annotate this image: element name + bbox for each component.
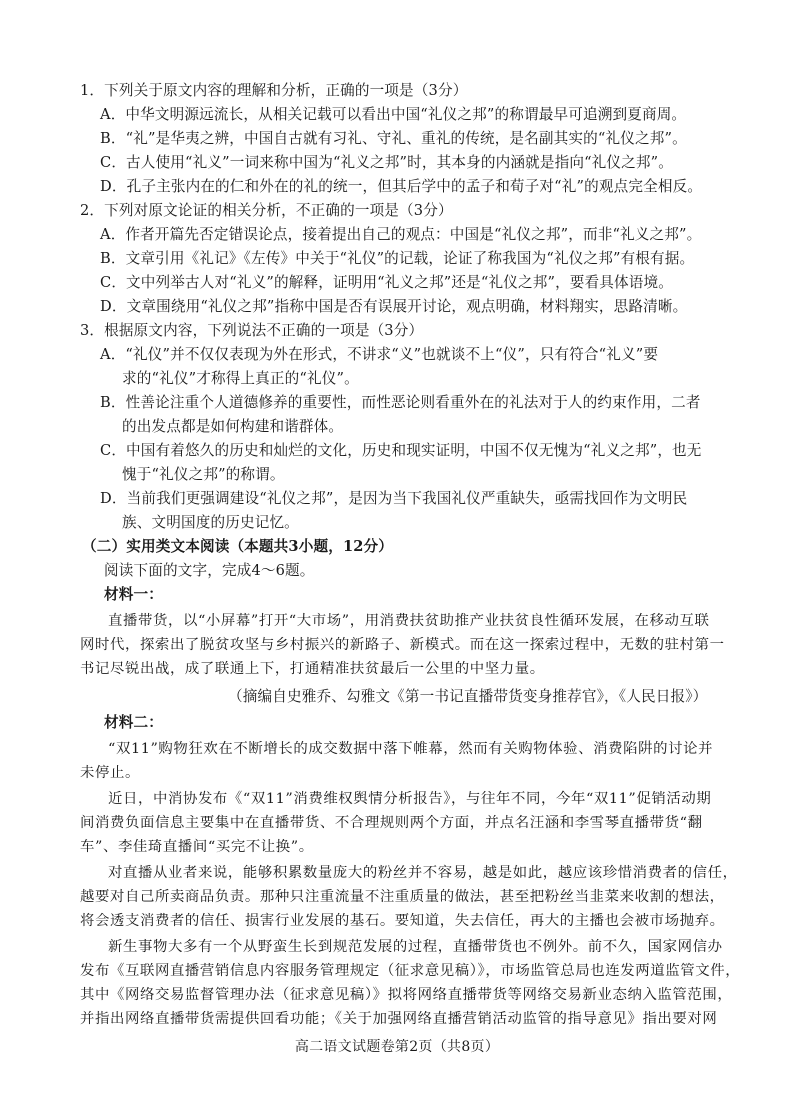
text-line: A．中华文明源远流长，从相关记载可以看出中国“礼仪之邦”的称谓最早可追溯到夏商周。 (100, 106, 687, 123)
text-line: 车”、李佳琦直播间“买完不让换”。 (80, 839, 314, 855)
text-line: 求的“礼仪”才称得上真正的“礼仪”。 (122, 370, 359, 387)
text-line: B．文章引用《礼记》《左传》中关于“礼仪”的记载，论证了称我国为“礼仪之邦”有根有据。 (100, 250, 695, 267)
text-line: （摘编自史雅乔、勾雅文《第一书记直播带货变身推荐官》，《人民日报》） (228, 688, 708, 705)
text-line: 族、文明国度的历史记忆。 (122, 514, 299, 531)
text-line: C．古人使用“礼义”一词来称中国为“礼义之邦”时，其本身的内涵就是指向“礼仪之邦”。 (100, 154, 674, 171)
text-line: 材料二： (104, 714, 163, 731)
text-line: 愧于“礼仪之邦”的称谓。 (122, 466, 285, 483)
text-line: C．中国有着悠久的历史和灿烂的文化，历史和现实证明，中国不仅无愧为“礼义之邦”，也无 (100, 442, 702, 459)
text-line: D．孔子主张内在的仁和外在的礼的统一，但其后学中的孟子和荀子对“礼”的观点完全相反。 (100, 178, 703, 195)
text-line: 直播带货，以“小屏幕”打开“大市场”，用消费扶贫助推产业扶贫良性循环发展，在移动互联 (108, 613, 710, 629)
text-line: 发布《互联网直播营销信息内容服务管理规定（征求意见稿）》，市场监管总局也连发两道监管文件， (80, 963, 741, 979)
text-line: 3．根据原文内容，下列说法不正确的一项是（3分） (80, 322, 424, 339)
text-line: 书记尽锐出战，成了联通上下，打通精准扶贫最后一公里的中坚力量。 (80, 661, 545, 677)
text-line: 将会透支消费者的信任、损害行业发展的基石。要知道，失去信任，再大的主播也会被市场抛弃。 (80, 913, 725, 929)
text-line: 2．下列对原文论证的相关分析，不正确的一项是（3分） (80, 202, 453, 219)
text-line: C．文中列举古人对“礼义”的解释，证明用“礼义之邦”还是“礼仪之邦”，要看具体语境。 (100, 274, 674, 291)
text-line: 越要对自己所卖商品负责。那种只注重流量不注重质量的做法，甚至把粉丝当韭菜来收割的想法， (80, 889, 725, 905)
text-line: 网时代，探索出了脱贫攻坚与乡村振兴的新路子、新模式。而在这一探索过程中，无数的驻村第一 (80, 637, 725, 653)
text-line: “双11”购物狂欢在不断增长的成交数据中落下帷幕，然而有关购物体验、消费陷阱的讨论并 (108, 741, 714, 757)
text-line: 其中《网络交易监督管理办法（征求意见稿）》拟将网络直播带货等网络交易新业态纳入监管范围， (80, 987, 733, 1003)
text-line: 材料一： (104, 586, 163, 603)
text-line: 对直播从业者来说，能够积累数量庞大的粉丝并不容易，越是如此，越应该珍惜消费者的信任， (108, 865, 738, 881)
text-line: A．“礼仪”并不仅仅表现为外在形式，不讲求“义”也就谈不上“仪”，只有符合“礼义”要 (100, 346, 659, 363)
text-line: A．作者开篇先否定错误论点，接着提出自己的观点：中国是“礼仪之邦”，而非“礼义之邦”。 (100, 226, 702, 243)
text-line: （二）实用类文本阅读（本题共3小题，12分） (82, 538, 394, 555)
text-line: 阅读下面的文字，完成4～6题。 (104, 562, 315, 579)
page-footer: 高二语文试题卷第2页（共8页） (294, 1039, 500, 1055)
text-line: D．当前我们更强调建设“礼仪之邦”，是因为当下我国礼仪严重缺失，亟需找回作为文明民 (100, 490, 688, 507)
text-line: D．文章围绕用“礼仪之邦”指称中国是否有误展开讨论，观点明确，材料翔实，思路清晰。 (100, 298, 688, 315)
text-line: 未停止。 (80, 765, 140, 781)
text-line: 间消费负面信息主要集中在直播带货、不合理规则两个方面，并点名汪涵和李雪琴直播带货“翻 (80, 815, 703, 831)
text-line: 并指出网络直播带货需提供回看功能；《关于加强网络直播营销活动监管的指导意见》指出要对网 (80, 1011, 718, 1027)
text-line: 近日，中消协发布《“双11”消费维权舆情分析报告》，与往年不同，今年“双11”促销活动期 (108, 791, 712, 807)
text-line: B．“礼”是华夷之辨，中国自古就有习礼、守礼、重礼的传统，是名副其实的“礼仪之邦”。 (100, 130, 687, 147)
text-line: 1．下列关于原文内容的理解和分析，正确的一项是（3分） (80, 82, 468, 99)
text-line: 新生事物大多有一个从野蛮生长到规范发展的过程，直播带货也不例外。前不久，国家网信办 (108, 939, 723, 955)
text-line: B．性善论注重个人道德修养的重要性，而性恶论则看重外在的礼法对于人的约束作用，二者 (100, 394, 701, 411)
text-line: 的出发点都是如何构建和谐群体。 (122, 418, 344, 435)
